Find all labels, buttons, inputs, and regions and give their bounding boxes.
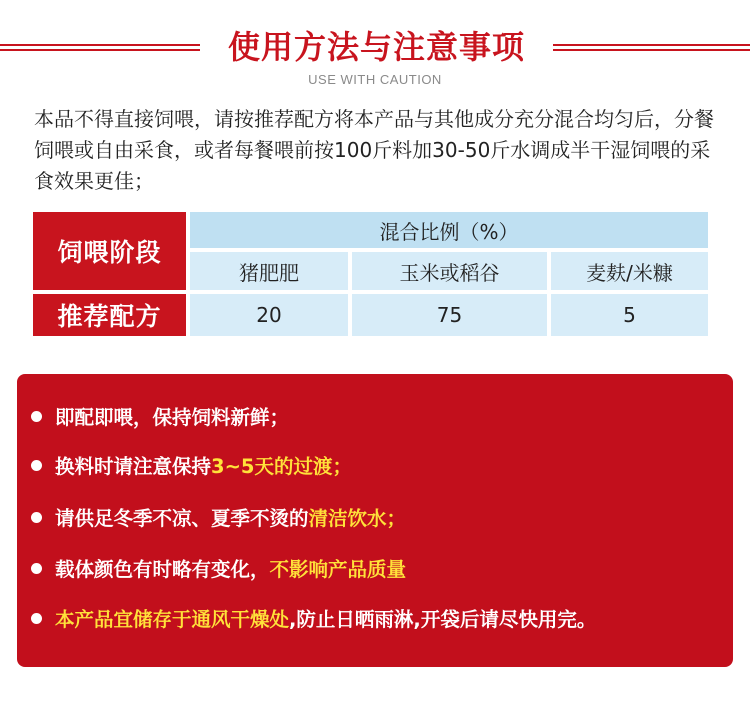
caution-item	[31, 447, 352, 483]
caution-highlight: 3~5天的过渡；	[211, 455, 352, 478]
mix-ratio-header: 混合比例（%）	[190, 212, 708, 248]
bullet-icon	[31, 512, 42, 523]
caution-highlight: 不影响产品质量	[269, 558, 407, 581]
caution-item	[31, 550, 406, 586]
bullet-icon	[31, 563, 42, 574]
ingredient-header: 玉米或稻谷	[352, 252, 547, 290]
caution-item	[31, 398, 289, 434]
intro-paragraph: 本品不得直接饲喂，请按推荐配方将本产品与其他成分充分混合均匀后，分餐饲喂或自由采食，或者每餐喂前按100斤料加30-50斤水调成半干湿饲喂的采食效果更佳；	[34, 107, 714, 193]
caution-highlight: 清洁饮水；	[308, 507, 407, 530]
bullet-icon	[31, 613, 42, 624]
bullet-icon	[31, 411, 42, 422]
recommended-recipe-label: 推荐配方	[33, 294, 186, 336]
page-title: 使用方法与注意事项	[227, 28, 525, 66]
ratio-value: 5	[551, 294, 708, 336]
left-decorative-lines	[0, 44, 200, 53]
right-decorative-lines	[553, 44, 750, 53]
ratio-value: 20	[190, 294, 348, 336]
bullet-icon	[31, 460, 42, 471]
caution-text: ,防止日晒雨淋,开袋后请尽快用完。	[289, 608, 597, 631]
ratio-value: 75	[352, 294, 547, 336]
caution-panel	[17, 374, 733, 667]
caution-item	[31, 600, 596, 636]
ingredient-header: 麦麸/米糠	[551, 252, 708, 290]
recipe-table	[33, 212, 708, 336]
caution-text: 换料时请注意保持	[55, 455, 212, 478]
caution-text: 请供足冬季不凉、夏季不烫的	[55, 507, 309, 530]
ingredient-header: 猪肥肥	[190, 252, 348, 290]
caution-highlight: 本产品宜储存于通风干燥处	[55, 608, 290, 631]
page-subtitle: USE WITH CAUTION	[308, 72, 442, 87]
caution-text: 载体颜色有时略有变化，	[55, 558, 270, 581]
section-header	[0, 22, 750, 72]
feeding-stage-header: 饲喂阶段	[33, 212, 186, 290]
caution-item	[31, 499, 406, 535]
caution-text: 即配即喂，保持饲料新鲜；	[55, 406, 290, 429]
